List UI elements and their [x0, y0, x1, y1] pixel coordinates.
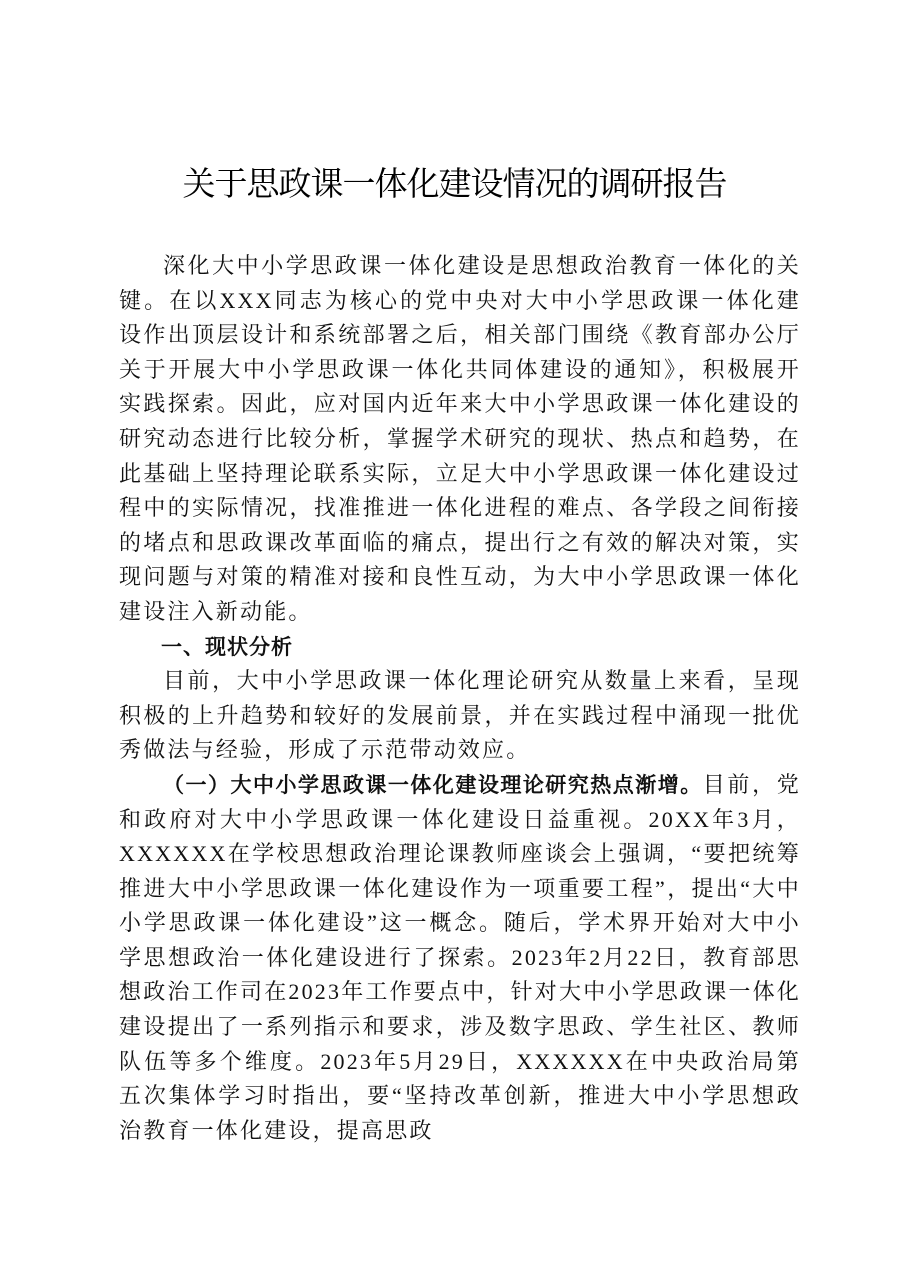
subsection-text: 目前，党和政府对大中小学思政课一体化建设日益重视。20XX年3月，XXXXXX在学校思想政治理论课教师座谈会上强调，“要把统筹推进大中小学思政课一体化建设作为一项重要工程”，提出“大中小学思政课一体化建设”这一概念。随后，学术界开始对大中小学思想政治一体化建设进行了探索。2023年2月22日，教育部思想政治工作司在2023年工作要点中，针对大中小学思政课一体化建设提出了一系列指示和要求，涉及数字思政、学生社区、教师队伍等多个维度。2023年5月29日，XXXXXX在中央政治局第五次集体学习时指出，要“坚持改革创新，推进大中小学思想政治教育一体化建设，提高思政	[119, 771, 802, 1143]
subsection-paragraph	[119, 768, 801, 1149]
section-intro-paragraph: 目前，大中小学思政课一体化理论研究从数量上来看，呈现积极的上升趋势和较好的发展前景，并在实践过程中涌现一批优秀做法与经验，形成了示范带动效应。	[119, 668, 801, 763]
document-title: 关于思政课一体化建设情况的调研报告	[182, 164, 727, 203]
subsection-lead: （一）大中小学思政课一体化建设理论研究热点渐增。	[163, 772, 703, 797]
intro-paragraph: 深化大中小学思政课一体化建设是思想政治教育一体化的关键。在以XXX同志为核心的党中央对大中小学思政课一体化建设作出顶层设计和系统部署之后，相关部门围绕《教育部办公厅关于开展大中小学思政课一体化共同体建设的通知》，积极展开实践探索。因此，应对国内近年来大中小学思政课一体化建设的研究动态进行比较分析，掌握学术研究的现状、热点和趋势，在此基础上坚持理论联系实际，立足大中小学思政课一体化建设过程中的实际情况，找准推进一体化进程的难点、各学段之间衔接的堵点和思政课改革面临的痛点，提出行之有效的解决对策，实现问题与对策的精准对接和良性互动，为大中小学思政课一体化建设注入新动能。	[119, 253, 801, 624]
document-body	[119, 249, 801, 1148]
section-heading: 一、现状分析	[161, 634, 293, 659]
